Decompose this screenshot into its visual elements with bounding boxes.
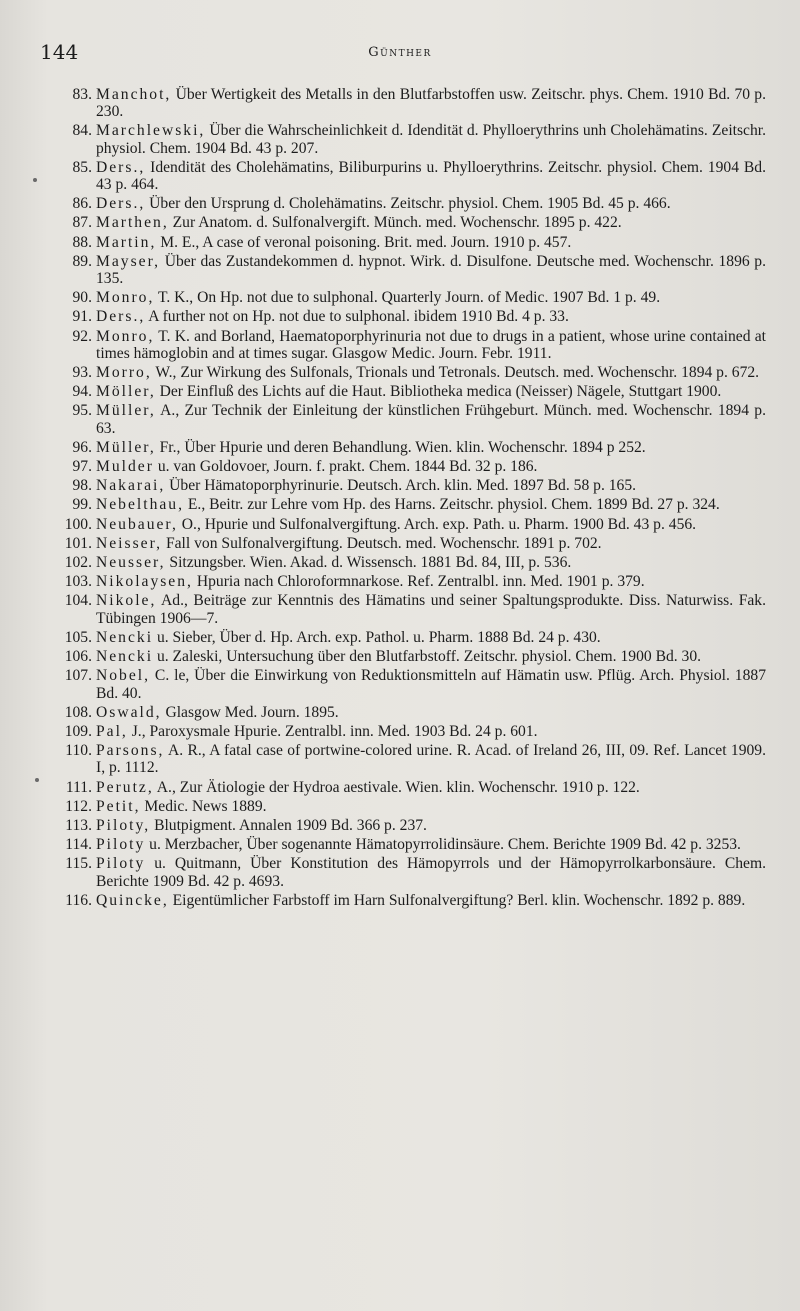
- reference-author: Morro,: [96, 364, 152, 382]
- reference-entry: [48, 86, 766, 120]
- page-header: [40, 40, 760, 66]
- reference-number: 89.: [72, 252, 92, 270]
- reference-text: Sitzungsber. Wien. Akad. d. Wissensch. 1881 Bd. 84, III, p. 536.: [169, 554, 572, 572]
- reference-text: T. K., On Hp. not due to sulphonal. Quarterly Journ. of Medic. 1907 Bd. 1 p. 49.: [157, 289, 661, 307]
- reference-number: 86.: [72, 195, 92, 213]
- reference-number: 99.: [72, 496, 92, 514]
- print-speck: [35, 778, 39, 782]
- reference-text: Der Einfluß des Lichts auf die Haut. Bibliotheka medica (Neisser) Nägele, Stuttgart 1900.: [159, 383, 722, 401]
- reference-number: 115.: [65, 855, 92, 873]
- reference-text: u. van Goldovoer, Journ. f. prakt. Chem. 1844 Bd. 32 p. 186.: [157, 458, 538, 476]
- reference-text: Eigentümlicher Farbstoff im Harn Sulfonalvergiftung? Berl. klin. Wochenschr. 1892 p. 889.: [172, 891, 746, 909]
- reference-number: 105.: [64, 628, 92, 646]
- reference-number: 112.: [65, 797, 92, 815]
- reference-number: 90.: [72, 289, 92, 307]
- reference-number: 101.: [64, 534, 92, 552]
- reference-number: 96.: [72, 438, 92, 456]
- reference-number: 98.: [72, 477, 92, 495]
- reference-author: Marthen,: [96, 214, 169, 232]
- reference-number: 87.: [72, 214, 92, 232]
- reference-number: 111.: [65, 778, 92, 796]
- reference-text: Glasgow Med. Journ. 1895.: [165, 703, 339, 721]
- reference-author: Marchlewski,: [96, 122, 206, 140]
- print-speck: [33, 178, 37, 182]
- reference-text: Über das Zustandekommen d. hypnot. Wirk. d. Disulfone. Deutsche med. Wochenschr. 1896 p. 135.: [96, 252, 767, 288]
- running-head: Günther: [368, 45, 432, 60]
- reference-number: 116.: [65, 891, 92, 909]
- reference-text: Ad., Beiträge zur Kenntnis des Hämatins und seiner Spaltungsprodukte. Diss. Naturwiss. Fak. Tübingen 1906—7.: [96, 592, 766, 627]
- reference-entry: [48, 364, 766, 381]
- reference-text: A. R., A fatal case of portwine-colored urine. R. Acad. of Ireland 26, III, 09. Ref. Lancet 1909. I, p. 1112.: [96, 742, 766, 777]
- reference-author: Nencki: [96, 628, 154, 646]
- reference-author: Nobel,: [96, 667, 151, 685]
- reference-author: Manchot,: [96, 86, 172, 103]
- reference-author: Quincke,: [96, 891, 169, 909]
- reference-text: Blutpigment. Annalen 1909 Bd. 366 p. 237.: [154, 816, 427, 834]
- reference-author: Perutz,: [96, 778, 154, 796]
- reference-number: 84.: [72, 122, 92, 140]
- reference-entry: [48, 779, 766, 796]
- reference-entry: [48, 592, 766, 626]
- reference-entry: [48, 253, 766, 287]
- reference-author: Piloty,: [96, 816, 151, 834]
- reference-entry: [48, 214, 766, 231]
- reference-text: u. Merzbacher, Über sogenannte Hämatopyrrolidinsäure. Chem. Berichte 1909 Bd. 42 p. 3253.: [149, 836, 741, 854]
- reference-text: W., Zur Wirkung des Sulfonals, Trionals und Tetronals. Deutsch. med. Wochenschr. 1894 p. 672.: [155, 364, 760, 382]
- reference-entry: [48, 817, 766, 834]
- reference-text: Über die Wahrscheinlichkeit d. Idendität d. Phylloerythrins unh Cholehämatins. Zeitschr. physiol. Chem. 1904 Bd. 43 p. 207.: [96, 122, 766, 157]
- reference-author: Monro,: [96, 327, 155, 345]
- reference-number: 100.: [64, 515, 92, 533]
- reference-entry: [48, 742, 766, 776]
- reference-number: 97.: [72, 458, 92, 476]
- reference-author: Mulder: [96, 458, 154, 476]
- reference-author: Ders.,: [96, 158, 146, 176]
- reference-author: Neisser,: [96, 534, 163, 552]
- reference-entry: [48, 516, 766, 533]
- reference-entry: [48, 439, 766, 456]
- reference-entry: [48, 836, 766, 853]
- reference-author: Nikolaysen,: [96, 573, 193, 591]
- reference-entry: [48, 402, 766, 436]
- reference-number: 94.: [72, 383, 92, 401]
- reference-number: 95.: [72, 402, 92, 420]
- reference-text: Hpuria nach Chloroformnarkose. Ref. Zentralbl. inn. Med. 1901 p. 379.: [196, 573, 645, 591]
- reference-entry: [48, 122, 766, 156]
- reference-number: 93.: [72, 364, 92, 382]
- reference-number: 106.: [64, 648, 92, 666]
- reference-list: [48, 86, 766, 911]
- reference-number: 102.: [64, 554, 92, 572]
- reference-entry: [48, 855, 766, 889]
- reference-entry: [48, 289, 766, 306]
- reference-text: u. Sieber, Über d. Hp. Arch. exp. Pathol. u. Pharm. 1888 Bd. 24 p. 430.: [156, 628, 601, 646]
- reference-text: u. Zaleski, Untersuchung über den Blutfarbstoff. Zeitschr. physiol. Chem. 1900 Bd. 30.: [156, 648, 702, 666]
- reference-author: Müller,: [96, 402, 156, 420]
- reference-entry: [48, 573, 766, 590]
- reference-author: Nencki: [96, 648, 154, 666]
- reference-author: Piloty: [96, 855, 146, 873]
- reference-author: Müller,: [96, 438, 156, 456]
- reference-entry: [48, 798, 766, 815]
- reference-text: Idendität des Cholehämatins, Biliburpurins u. Phylloerythrins. Zeitschr. physiol. Chem. 1904 Bd. 43 p. 464.: [96, 158, 766, 194]
- reference-entry: [48, 234, 766, 251]
- reference-entry: [48, 195, 766, 212]
- reference-text: A further not on Hp. not due to sulphonal. ibidem 1910 Bd. 4 p. 33.: [148, 308, 569, 326]
- reference-text: O., Hpurie und Sulfonalvergiftung. Arch. exp. Path. u. Pharm. 1900 Bd. 43 p. 456.: [181, 515, 697, 533]
- reference-text: T. K. and Borland, Haematoporphyrinuria not due to drugs in a patient, whose urine contained at times hämoglobin and at times sugar. Glasgow Medic. Journ. Febr. 1911.: [96, 327, 766, 362]
- reference-author: Neusser,: [96, 554, 166, 572]
- reference-text: E., Beitr. zur Lehre vom Hp. des Harns. Zeitschr. physiol. Chem. 1899 Bd. 27 p. 324.: [187, 496, 720, 514]
- reference-text: u. Quitmann, Über Konstitution des Hämopyrrols und der Hämopyrrolkarbonsäure. Chem. Berichte 1909 Bd. 42 p. 4693.: [96, 855, 766, 890]
- reference-number: 85.: [72, 158, 92, 176]
- reference-author: Ders.,: [96, 195, 146, 213]
- reference-entry: [48, 308, 766, 325]
- reference-author: Ders.,: [96, 308, 146, 326]
- reference-author: Nikole,: [96, 592, 157, 610]
- reference-entry: [48, 704, 766, 721]
- reference-number: 83.: [72, 86, 92, 103]
- reference-entry: [48, 648, 766, 665]
- reference-number: 103.: [64, 573, 92, 591]
- reference-text: Über den Ursprung d. Cholehämatins. Zeitschr. physiol. Chem. 1905 Bd. 45 p. 466.: [149, 195, 671, 213]
- reference-author: Nakarai,: [96, 477, 166, 495]
- reference-number: 110.: [65, 742, 92, 760]
- reference-entry: [48, 458, 766, 475]
- reference-author: Parsons,: [96, 742, 165, 760]
- reference-text: C. le, Über die Einwirkung von Reduktionsmitteln auf Hämatin usw. Pflüg. Arch. Physiol. 1887 Bd. 40.: [96, 667, 766, 702]
- reference-text: M. E., A case of veronal poisoning. Brit. med. Journ. 1910 p. 457.: [160, 233, 572, 251]
- reference-text: Fall von Sulfonalvergiftung. Deutsch. med. Wochenschr. 1891 p. 702.: [165, 534, 602, 552]
- reference-entry: [48, 328, 766, 362]
- reference-entry: [48, 477, 766, 494]
- reference-entry: [48, 892, 766, 909]
- reference-number: 92.: [72, 327, 92, 345]
- reference-author: Petit,: [96, 797, 141, 815]
- reference-text: A., Zur Technik der Einleitung der künstlichen Frühgeburt. Münch. med. Wochenschr. 1894 p. 63.: [96, 402, 766, 437]
- reference-number: 107.: [64, 667, 92, 685]
- reference-entry: [48, 496, 766, 513]
- reference-author: Pal,: [96, 722, 128, 740]
- reference-text: A., Zur Ätiologie der Hydroa aestivale. Wien. klin. Wochenschr. 1910 p. 122.: [156, 778, 640, 796]
- reference-author: Mayser,: [96, 252, 161, 270]
- reference-entry: [48, 629, 766, 646]
- reference-author: Neubauer,: [96, 515, 178, 533]
- reference-number: 113.: [65, 816, 92, 834]
- reference-text: Zur Anatom. d. Sulfonalvergift. Münch. med. Wochenschr. 1895 p. 422.: [172, 214, 622, 232]
- reference-author: Martin,: [96, 233, 157, 251]
- page-number: 144: [40, 40, 79, 64]
- reference-number: 104.: [64, 592, 92, 610]
- reference-number: 114.: [65, 836, 92, 854]
- reference-entry: [48, 383, 766, 400]
- reference-number: 88.: [72, 233, 92, 251]
- reference-author: Möller,: [96, 383, 156, 401]
- reference-number: 109.: [64, 722, 92, 740]
- reference-entry: [48, 159, 766, 193]
- reference-text: Über Wertigkeit des Metalls in den Blutfarbstoffen usw. Zeitschr. phys. Chem. 1910 Bd. 70 p. 230.: [96, 86, 766, 121]
- reference-text: Über Hämatoporphyrinurie. Deutsch. Arch. klin. Med. 1897 Bd. 58 p. 165.: [169, 477, 637, 495]
- reference-text: Fr., Über Hpurie und deren Behandlung. Wien. klin. Wochenschr. 1894 p 252.: [159, 438, 646, 456]
- reference-entry: [48, 723, 766, 740]
- reference-entry: [48, 535, 766, 552]
- reference-author: Monro,: [96, 289, 155, 307]
- reference-number: 108.: [64, 703, 92, 721]
- reference-entry: [48, 667, 766, 701]
- reference-text: Medic. News 1889.: [144, 797, 267, 815]
- reference-number: 91.: [72, 308, 92, 326]
- reference-author: Nebelthau,: [96, 496, 184, 514]
- reference-entry: [48, 554, 766, 571]
- reference-text: J., Paroxysmale Hpurie. Zentralbl. inn. Med. 1903 Bd. 24 p. 601.: [131, 722, 538, 740]
- reference-author: Oswald,: [96, 703, 162, 721]
- reference-author: Piloty: [96, 836, 146, 854]
